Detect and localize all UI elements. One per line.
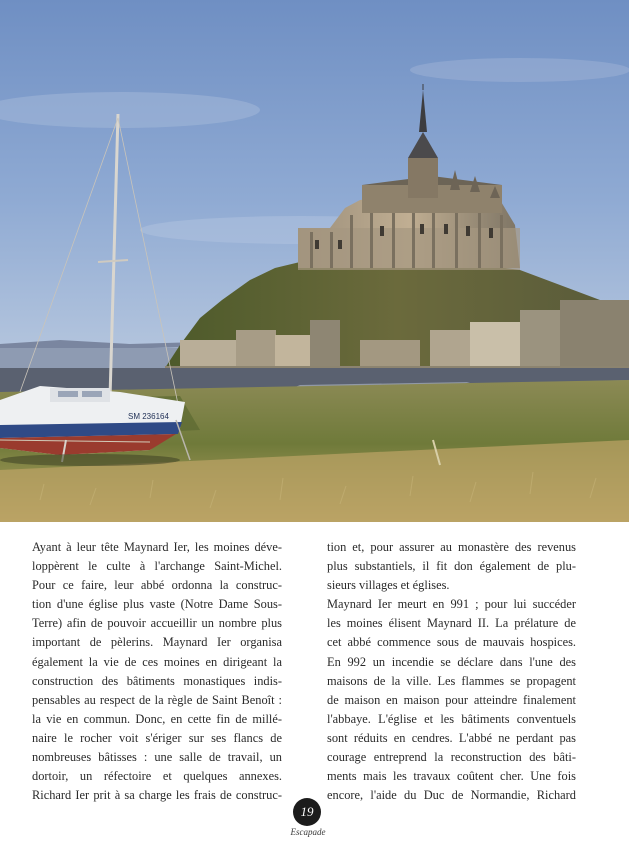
text-line: Maynard Ier meurt en 991 ; pour lui succéder [327,597,576,612]
text-line: sont réduits en cendres. L'abbé ne perdant pas [327,730,576,745]
text-line: tion d'une église plus vaste (Notre Dame Sous- [32,597,282,612]
text-line: sieurs villages et églises. [327,578,450,593]
article-column-right [327,538,576,805]
text-line: dortoir, un réfectoire et quelques annexes. [32,769,282,784]
text-line: important de pèlerins. Maynard Ier organisa [32,635,282,650]
text-line: de maison en maison pour atteindre finalement [327,692,576,707]
text-line: la vie en commun. Donc, en cette fin de millé- [32,711,282,726]
article-column-left [32,538,282,805]
magazine-brand: Escapade [290,827,326,837]
text-line: Richard Ier prit à sa charge les frais de construc- [32,788,282,803]
text-line: En 992 un incendie se déclare dans l'une des [327,654,576,669]
text-line: courage entreprend la reconstruction des bâti- [327,750,576,765]
text-line: Terre) afin de pouvoir accueillir un nombre plus [32,616,282,631]
text-line: loppèrent le culte à l'archange Saint-Michel. [32,559,282,574]
text-line: Pour ce faire, leur abbé ordonna la construc- [32,578,282,593]
text-line: tion et, pour assurer au monastère des revenus [327,540,576,554]
text-line: nombreuses bâtisses : une salle de travail, un [32,750,282,765]
text-line: encore, l'aide du Duc de Normandie, Richard [327,788,576,803]
text-line: construction des bâtiments monastiques indis- [32,673,282,688]
boat-registration: SM 236164 [128,412,169,421]
page-number-badge: 19 [293,798,321,826]
text-line: cet abbé commence sous de mauvais hospices. [327,635,576,650]
text-line: l'abbaye. L'église et les bâtiments conventuels [327,711,576,726]
text-line: Ayant à leur tête Maynard Ier, les moines déve- [32,540,282,554]
text-line: les moines élisent Maynard II. La prélature de [327,616,576,631]
text-line: ments mais les travaux coûtent cher. Une fois [327,769,576,784]
text-line: maisons de la ville. Les flammes se propagent [327,673,576,688]
text-line: plus substantiels, il fit don également de plu- [327,559,576,574]
text-line: naire le rocher voit s'ériger sur ses flancs de [32,730,282,745]
text-line: également la vie de ces moines en dirigeant la [32,654,282,669]
text-line: pensables au respect de la règle de Saint Benoît : [32,692,282,707]
